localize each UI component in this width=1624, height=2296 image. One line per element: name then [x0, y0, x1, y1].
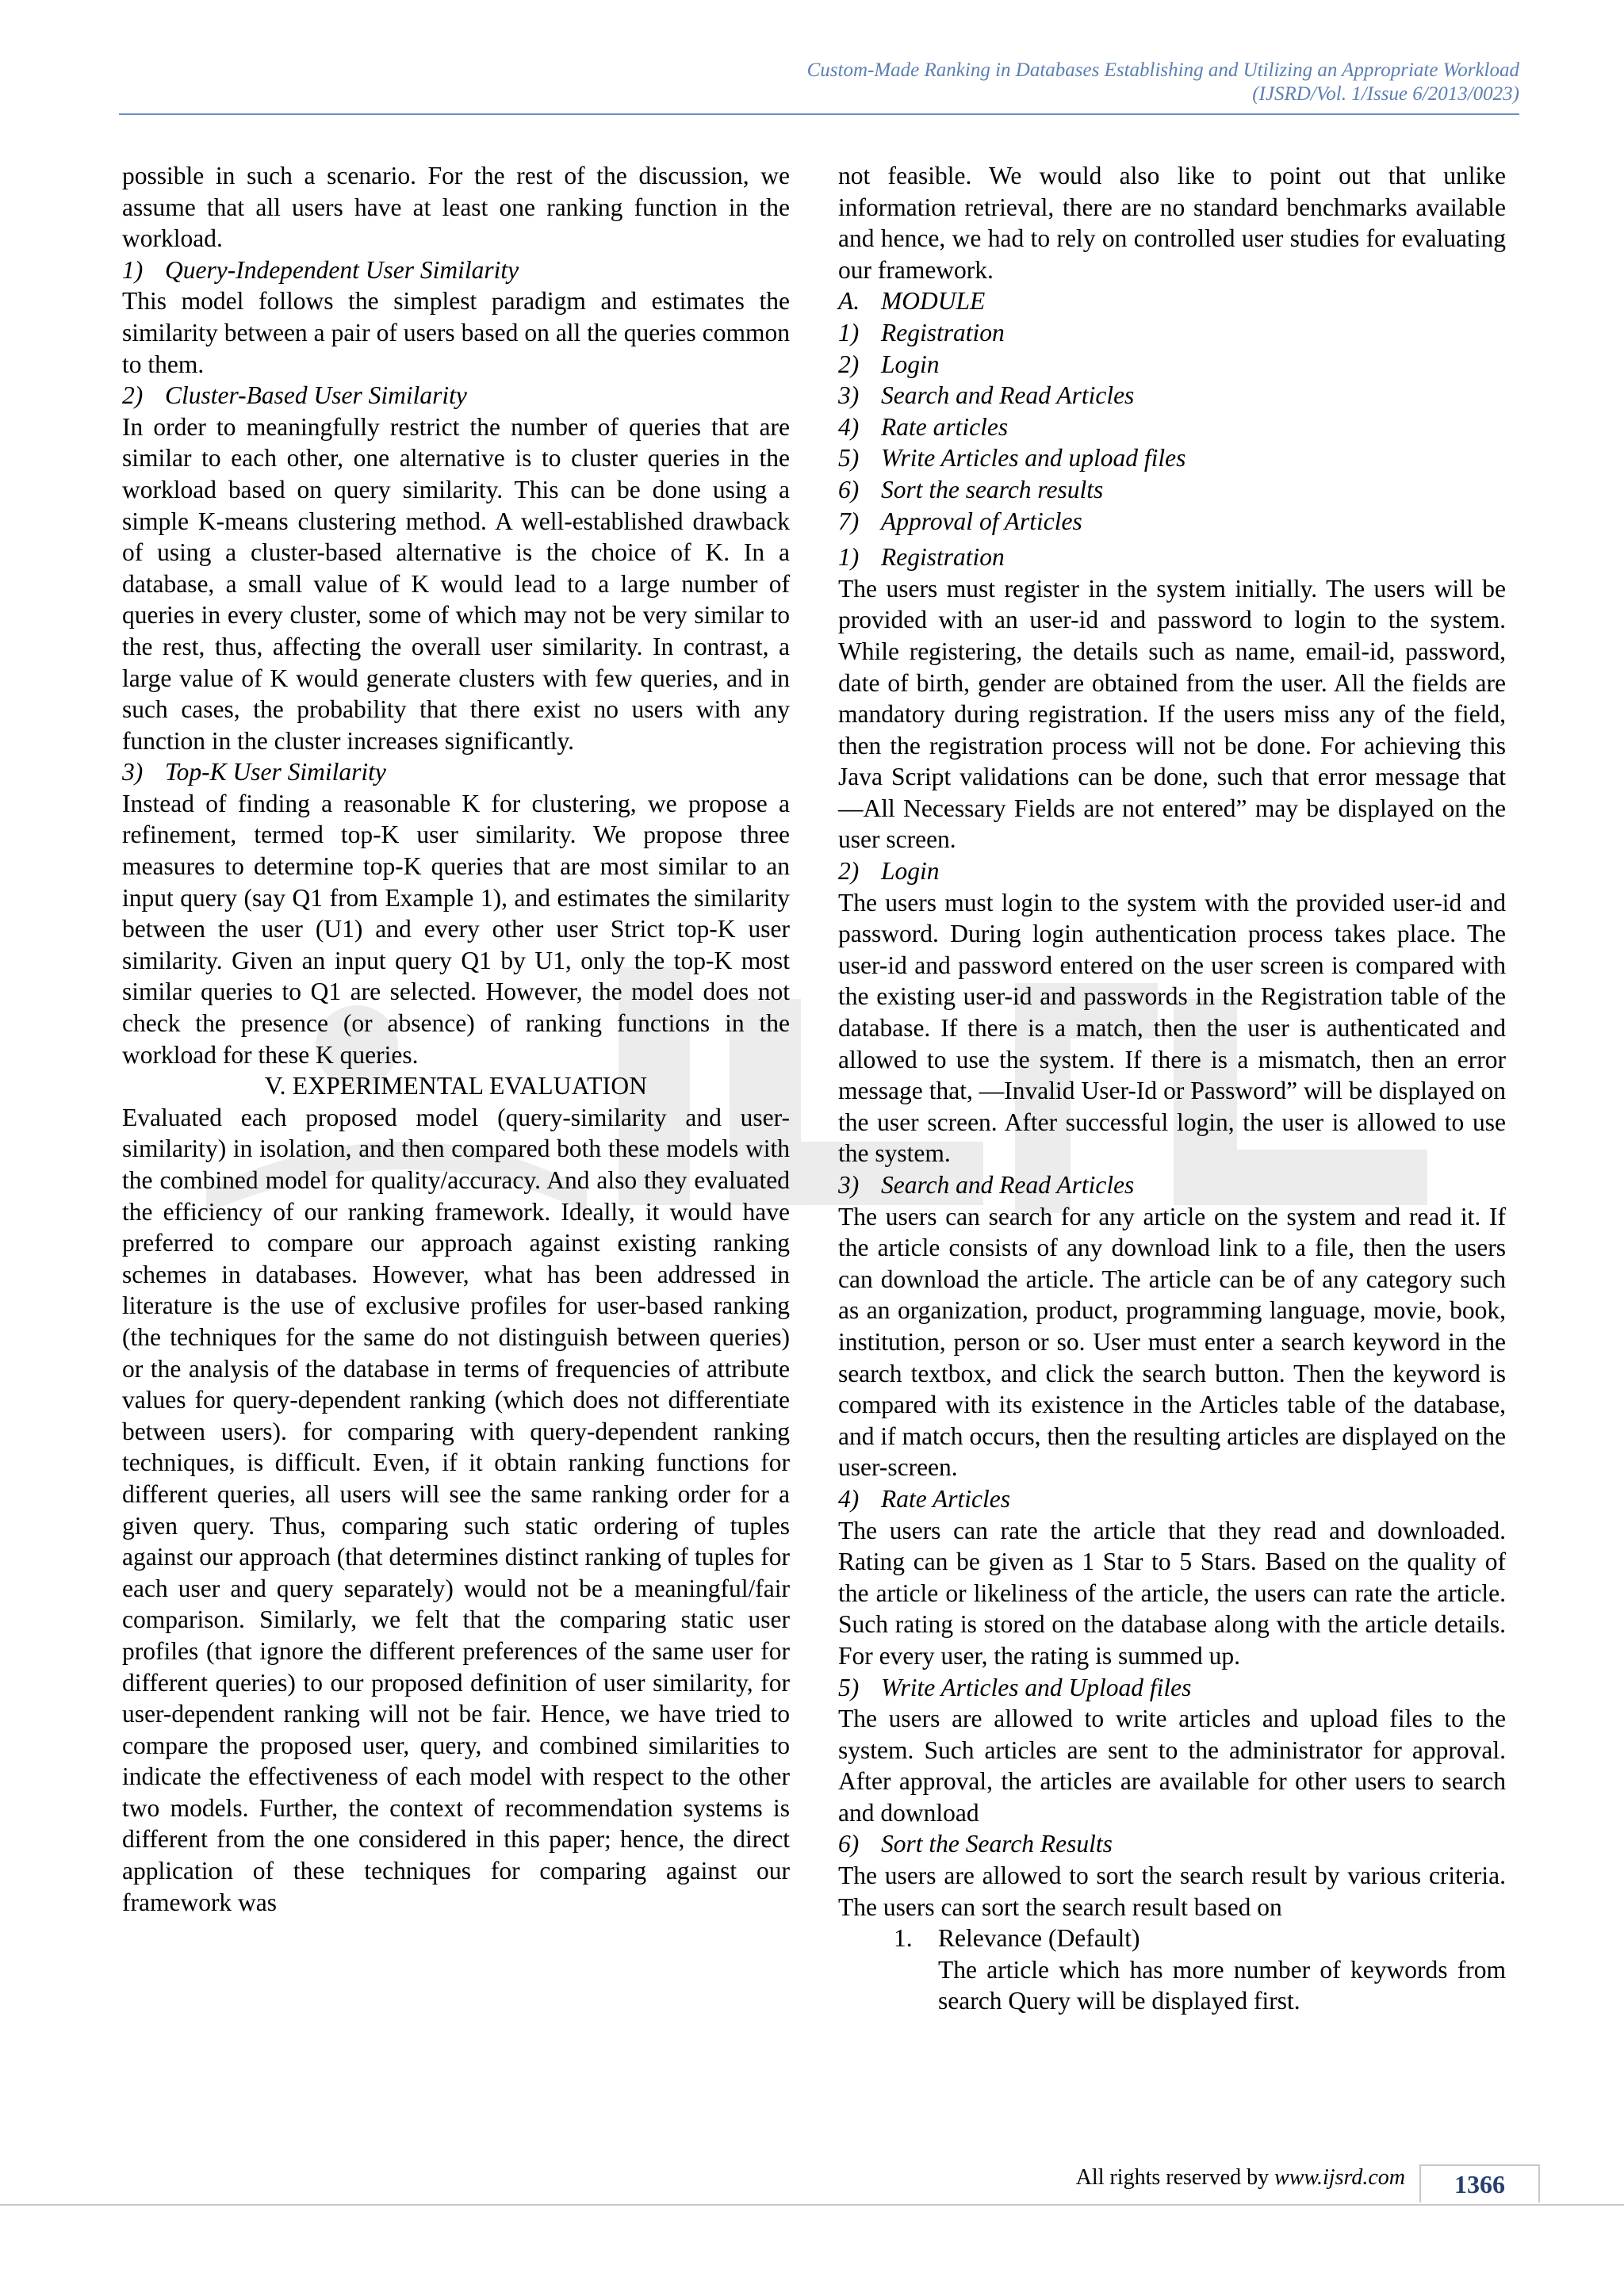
- subheading-title: Query-Independent User Similarity: [165, 255, 519, 284]
- list-item-label: Write Articles and upload files: [881, 444, 1186, 473]
- paragraph-search-read: The users can search for any article on the system and read it. If the article consists of any download link to a file, then the users can download the article. The article can be of any category such as an organization, product, programming language, movie, book, institution, person or so. User must enter a search keyword in the search textbox, and click the search button. Then the keyword is compared with its existence in the Articles table of the database, and if match occurs, then the resulting articles are displayed on the user-screen.: [838, 1202, 1506, 1482]
- subheading-number: 1): [838, 543, 860, 572]
- subsection-title: MODULE: [881, 287, 986, 316]
- subheading-number: 4): [838, 1484, 860, 1513]
- paragraph-rate-articles: The users can rate the article that they read and downloaded. Rating can be given as 1 Star to 5 Stars. Based on the quality of the article or likeliness of the article, the users can rate the article. Such rating is stored on the database along with the article details. For every user, the rating is summed up.: [838, 1516, 1506, 1670]
- right-column: [838, 160, 1506, 2017]
- list-item: [838, 380, 1506, 411]
- list-item: [838, 411, 1506, 443]
- subheading-title: Top-K User Similarity: [165, 758, 386, 786]
- section-heading-experimental-evaluation: V. EXPERIMENTAL EVALUATION: [264, 1072, 648, 1100]
- list-item: [894, 1923, 1506, 1954]
- footer-site-link[interactable]: www.ijsrd.com: [1274, 2165, 1405, 2190]
- subheading-number: 3): [838, 1171, 860, 1199]
- list-item-number: 2): [838, 350, 860, 378]
- header-journal-ref: (IJSRD/Vol. 1/Issue 6/2013/0023): [1252, 83, 1519, 105]
- footer-rights: [1076, 2164, 1405, 2191]
- footer-divider: [0, 2204, 1624, 2206]
- list-item: [838, 474, 1506, 506]
- paragraph-query-independent: This model follows the simplest paradigm and estimates the similarity between a pair of users based on all the queries common to them.: [122, 287, 790, 378]
- paragraph-login: The users must login to the system with the provided user-id and password. During login authentication process takes place. The user-id and password entered on the user screen is compared with the existing user-id and passwords in the Registration table of the database. If there is a match, then the user is authenticated and allowed to use the system. If there is a mismatch, then an error message that, ―Invalid User-Id or Password” will be displayed on the user screen. After successful login, the user is allowed to use the system.: [838, 888, 1506, 1168]
- subheading-sort-results: [838, 1828, 1506, 1860]
- list-item-label: Login: [881, 350, 940, 378]
- subheading-number: 5): [838, 1673, 860, 1701]
- subheading-login: [838, 855, 1506, 887]
- subheading-title: Cluster-Based User Similarity: [165, 381, 467, 410]
- paragraph-intro: possible in such a scenario. For the rest of the discussion, we assume that all users have at least one ranking function in the workload.: [122, 162, 790, 253]
- subheading-number: 6): [838, 1830, 860, 1858]
- paragraph-cluster-based: In order to meaningfully restrict the number of queries that are similar to each other, one alternative is to cluster queries in the workload based on query similarity. This can be done using a simple K-means clustering method. A well-established drawback of using a cluster-based alternative is the choice of K. In a database, a small value of K would lead to a large number of queries in every cluster, some of which may not be very similar to the rest, thus, affecting the overall user similarity. In contrast, a large value of K would generate clusters with few queries, and in such cases, the probability that there exist no users with any function in the cluster increases significantly.: [122, 412, 790, 755]
- list-item-label: Approval of Articles: [881, 507, 1082, 535]
- list-item: [838, 349, 1506, 381]
- subheading-query-independent: [122, 254, 790, 286]
- subsection-heading-module: [838, 285, 1506, 317]
- list-item-number: 6): [838, 475, 860, 503]
- header-divider: [119, 113, 1519, 115]
- list-item-label: Sort the search results: [881, 475, 1104, 503]
- list-item-number: 4): [838, 412, 860, 441]
- left-column: [122, 160, 790, 1918]
- list-item: [838, 442, 1506, 474]
- subheading-search-read: [838, 1169, 1506, 1201]
- subheading-number: 1): [122, 255, 144, 284]
- subheading-title: Registration: [881, 543, 1005, 572]
- subheading-rate-articles: [838, 1483, 1506, 1515]
- list-item-label: Search and Read Articles: [881, 381, 1135, 410]
- subheading-write-upload: [838, 1672, 1506, 1704]
- paragraph-top-k: Instead of finding a reasonable K for clustering, we propose a refinement, termed top-K user similarity. We propose three measures to determine top-K queries that are most similar to an input query (say Q1 from Example 1), and estimates the similarity between the user (U1) and every other user Strict top-K user similarity. Given an input query Q1 by U1, only the top-K most similar queries to Q1 are selected. However, the model does not check the presence (or absence) of ranking functions in the workload for these K queries.: [122, 789, 790, 1069]
- sort-criteria-list: [838, 1923, 1506, 1954]
- paragraph-evaluation: Evaluated each proposed model (query-similarity and user-similarity) in isolation, and then compared both these models with the combined model for quality/accuracy. And also they evaluated the efficiency of our ranking framework. Ideally, it would have preferred to compare our approach against existing ranking schemes in databases. However, what has been addressed in literature is the use of exclusive profiles for user-based ranking (the techniques for the same do not distinguish between queries) or the analysis of the database in terms of frequencies of attribute values for query-dependent ranking (which does not differentiate between users). for comparing with query-dependent ranking techniques, is difficult. Even, if it obtain ranking functions for different queries, all users will see the same ranking order for a given query. Thus, comparing such static ordering of tuples against our approach (that determines distinct ranking of tuples for each user and query separately) would not be a meaningful/fair comparison. Similarly, we felt that the comparing static user profiles (that ignore the different preferences of the same user for different queries) to our proposed definition of user similarity, for user-dependent ranking will not be fair. Hence, we have tried to compare the proposed user, query, and combined similarities to indicate the effectiveness of each model with respect to the other two models. Further, the context of recommendation systems is different from the one considered in this paper; hence, the direct application of these techniques for comparing against our framework was: [122, 1103, 790, 1916]
- paragraph-continued: not feasible. We would also like to point out that unlike information retrieval, there are no standard benchmarks available and hence, we had to rely on controlled user studies for evaluating our framework.: [838, 162, 1506, 284]
- paragraph-sort-results: The users are allowed to sort the search result by various criteria. The users can sort the search result based on: [838, 1862, 1506, 1921]
- subsection-letter: A.: [838, 287, 860, 316]
- list-item: [838, 506, 1506, 538]
- list-item-number: 5): [838, 444, 860, 473]
- subheading-number: 3): [122, 758, 144, 786]
- list-item-label: Relevance (Default): [938, 1924, 1140, 1953]
- page-header: [119, 59, 1519, 106]
- subheading-title: Rate Articles: [881, 1484, 1011, 1513]
- list-item-number: 7): [838, 507, 860, 535]
- subheading-title: Login: [881, 857, 940, 886]
- sort-item-description: The article which has more number of keywords from search Query will be displayed first.: [938, 1955, 1506, 2015]
- list-item-number: 1.: [894, 1924, 913, 1953]
- list-item: [838, 317, 1506, 349]
- subheading-title: Search and Read Articles: [881, 1171, 1135, 1199]
- subheading-number: 2): [838, 857, 860, 886]
- footer-rights-text: All rights reserved by: [1075, 2165, 1275, 2190]
- paragraph-registration: The users must register in the system initially. The users will be provided with an user-id and password to login to the system. While registering, the details such as name, email-id, password, date of birth, gender are obtained from the user. All the fields are mandatory during registration. If the users miss any of the field, then the registration process will not be done. For achieving this Java Script validations can be done, such that error message that ―All Necessary Fields are not entered” may be displayed on the user screen.: [838, 574, 1506, 854]
- page-footer: [0, 2164, 1624, 2212]
- subheading-top-k: [122, 756, 790, 788]
- subheading-registration: [838, 541, 1506, 573]
- list-item-number: 1): [838, 318, 860, 346]
- subheading-title: Write Articles and Upload files: [881, 1673, 1192, 1701]
- list-item-label: Registration: [881, 318, 1005, 346]
- list-item-number: 3): [838, 381, 860, 410]
- header-title: Custom-Made Ranking in Databases Establishing and Utilizing an Appropriate Workload: [806, 59, 1519, 81]
- subheading-number: 2): [122, 381, 144, 410]
- subheading-cluster-based: [122, 380, 790, 411]
- module-list: [838, 317, 1506, 537]
- paragraph-write-upload: The users are allowed to write articles and upload files to the system. Such articles are sent to the administrator for approval. After approval, the articles are available for other users to search and download: [838, 1705, 1506, 1827]
- subheading-title: Sort the Search Results: [881, 1830, 1113, 1858]
- page-number: 1366: [1419, 2164, 1540, 2202]
- list-item-label: Rate articles: [881, 412, 1009, 441]
